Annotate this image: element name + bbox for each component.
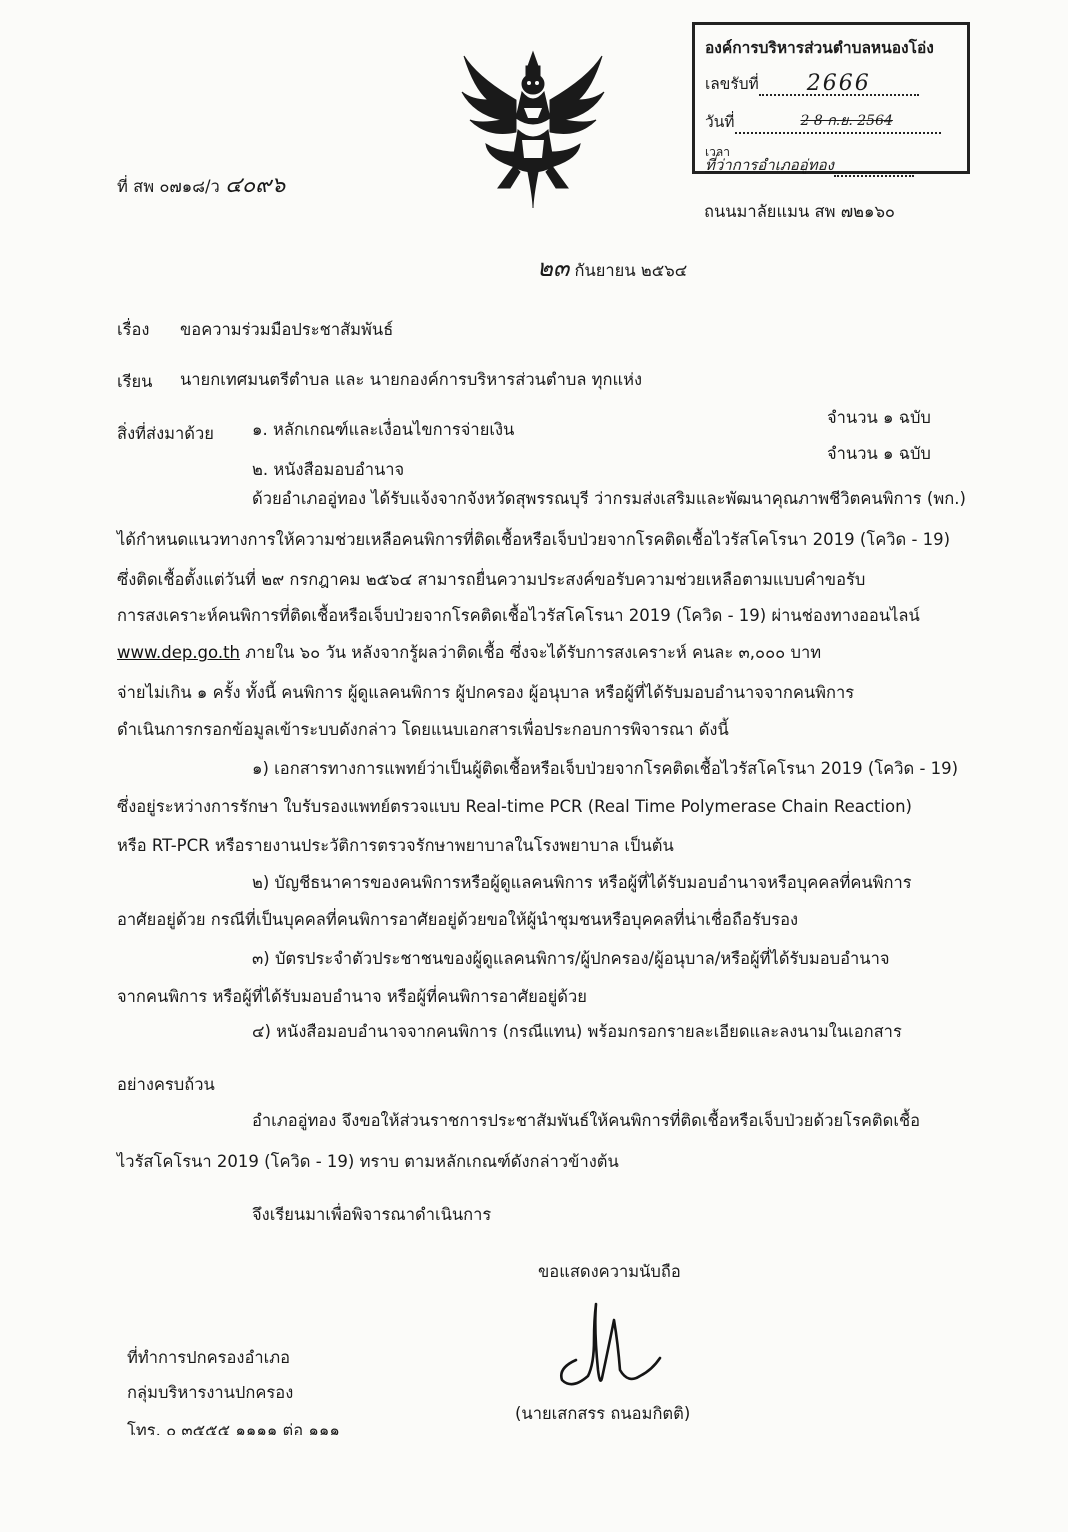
body-line-3: ซึ่งติดเชื้อตั้งแต่วันที่ ๒๙ กรกฎาคม ๒๕๖๔ สามารถยื่นความประสงค์ขอรับความช่วยเหลือตามแบบคำขอรับ — [117, 570, 866, 589]
body-line-8: ๑) เอกสารทางการแพทย์ว่าเป็นผู้ติดเชื้อหรือเจ็บป่วยจากโรคติดเชื้อไวรัสโคโรนา 2019 (โควิด - 19) — [252, 759, 959, 778]
footer-office: ที่ทำการปกครองอำเภอ — [127, 1348, 291, 1367]
body-line-4: การสงเคราะห์คนพิการที่ติดเชื้อหรือเจ็บป่วยจากโรคติดเชื้อไวรัสโคโรนา 2019 (โควิด - 19) ผ่านช่องทางออนไลน์ — [117, 606, 920, 625]
body-line-17: อำเภออู่ทอง จึงขอให้ส่วนราชการประชาสัมพันธ์ให้คนพิการที่ติดเชื้อหรือเจ็บป่วยด้วยโรคติดเชื้อ — [252, 1111, 921, 1130]
subject-text: ขอความร่วมมือประชาสัมพันธ์ — [180, 320, 394, 339]
stamp-date-label: วันที่ — [705, 113, 735, 131]
reference-prefix: ที่ สพ ๐๗๑๘/ว — [117, 177, 220, 196]
stamp-receipt-number: 2666 — [806, 71, 871, 96]
subject-label: เรื่อง — [117, 320, 150, 339]
letter-date — [537, 254, 688, 282]
reference-handwritten: ๔๐๙๖ — [225, 173, 286, 198]
date-day-handwritten: ๒๓ — [537, 254, 570, 282]
body-line-6: จ่ายไม่เกิน ๑ ครั้ง ทั้งนี้ คนพิการ ผู้ดูแลคนพิการ ผู้ปกครอง ผู้อนุบาล หรือผู้ที่ได้รับมอบอำนาจจากคนพิการ — [117, 683, 855, 702]
body-line-15: ๔) หนังสือมอบอำนาจจากคนพิการ (กรณีแทน) พร้อมกรอกรายละเอียดและลงนามในเอกสาร — [252, 1022, 902, 1041]
received-stamp — [692, 22, 970, 174]
body-line-9: ซึ่งอยู่ระหว่างการรักษา ใบรับรองแพทย์ตรวจแบบ Real-time PCR (Real Time Polymerase Chain Reaction) — [117, 797, 912, 816]
enclosure-qty-2: จำนวน ๑ ฉบับ — [827, 444, 931, 463]
date-month-year: กันยายน ๒๕๖๔ — [574, 261, 688, 280]
body-url-line — [117, 643, 821, 663]
body-line-13: ๓) บัตรประจำตัวประชาชนของผู้ดูแลคนพิการ/ผู้ปกครอง/ผู้อนุบาล/หรือผู้ที่ได้รับมอบอำนาจ — [252, 949, 890, 968]
body-line-1: ด้วยอำเภออู่ทอง ได้รับแจ้งจากจังหวัดสุพรรณบุรี ว่ากรมส่งเสริมและพัฒนาคุณภาพชีวิตคนพิการ (พก.) — [252, 489, 966, 508]
body-line-19: จึงเรียนมาเพื่อพิจารณาดำเนินการ — [252, 1205, 492, 1224]
body-line-11: ๒) บัญชีธนาคารของคนพิการหรือผู้ดูแลคนพิการ หรือผู้ที่ได้รับมอบอำนาจหรือบุคคลที่คนพิการ — [252, 873, 912, 892]
body-line-7: ดำเนินการกรอกข้อมูลเข้าระบบดังกล่าว โดยแนบเอกสารเพื่อประกอบการพิจารณา ดังนี้ — [117, 720, 729, 739]
stamp-org: องค์การบริหารส่วนตำบลหนองโอ่ง — [705, 39, 934, 57]
stamp-date-value: 2 8 ก.ย. 2564 — [800, 113, 893, 129]
closing-regards: ขอแสดงความนับถือ — [538, 1262, 681, 1281]
enclosure-item-1: ๑. หลักเกณฑ์และเงื่อนไขการจ่ายเงิน — [252, 420, 515, 439]
body-line-14: จากคนพิการ หรือผู้ที่ได้รับมอบอำนาจ หรือผู้ที่คนพิการอาศัยอยู่ด้วย — [117, 987, 587, 1006]
recipient-text: นายกเทศมนตรีตำบล และ นายกองค์การบริหารส่วนตำบล ทุกแห่ง — [180, 370, 643, 389]
body-line-18: ไวรัสโคโรนา 2019 (โควิด - 19) ทราบ ตามหลักเกณฑ์ดังกล่าวข้างต้น — [117, 1152, 619, 1171]
body-line-16: อย่างครบถ้วน — [117, 1075, 215, 1094]
dep-website-link[interactable]: www.dep.go.th — [117, 643, 241, 662]
body-url-line-text: ภายใน ๖๐ วัน หลังจากรู้ผลว่าติดเชื้อ ซึ่งจะได้รับการสงเคราะห์ คนละ ๓,๐๐๐ บาท — [245, 643, 822, 662]
footer-group: กลุ่มบริหารงานปกครอง — [127, 1383, 294, 1402]
stamp-receipt-label: เลขรับที่ — [705, 75, 759, 93]
stamp-office: ที่ว่าการอำเภออู่ทอง — [705, 156, 834, 174]
enclosure-qty-1: จำนวน ๑ ฉบับ — [827, 408, 931, 427]
footer-phone: โทร. ๐ ๓๕๕๕ ๑๑๑๑ ต่อ ๑๑๑ — [127, 1421, 340, 1435]
stamp-time-label: เวลา — [705, 145, 730, 159]
body-line-10: หรือ RT-PCR หรือรายงานประวัติการตรวจรักษาพยาบาลในโรงพยาบาล เป็นต้น — [117, 836, 674, 855]
body-line-2: ได้กำหนดแนวทางการให้ความช่วยเหลือคนพิการที่ติดเชื้อหรือเจ็บป่วยจากโรคติดเชื้อไวรัสโคโรนา 2019 (โควิด - 19) — [117, 530, 951, 549]
recipient-label: เรียน — [117, 372, 153, 391]
enclosures-label: สิ่งที่ส่งมาด้วย — [117, 424, 214, 443]
enclosure-item-2: ๒. หนังสือมอบอำนาจ — [252, 460, 405, 479]
sender-address: ถนนมาลัยแมน สพ ๗๒๑๖๐ — [704, 202, 895, 221]
garuda-emblem — [458, 48, 608, 212]
handwritten-signature — [548, 1300, 698, 1400]
body-line-12: อาศัยอยู่ด้วย กรณีที่เป็นบุคคลที่คนพิการอาศัยอยู่ด้วยขอให้ผู้นำชุมชนหรือบุคคลที่น่าเชื่อถือรับรอง — [117, 910, 799, 929]
signer-name: (นายเสกสรร ถนอมกิตติ) — [515, 1404, 691, 1423]
reference-number — [117, 173, 286, 198]
